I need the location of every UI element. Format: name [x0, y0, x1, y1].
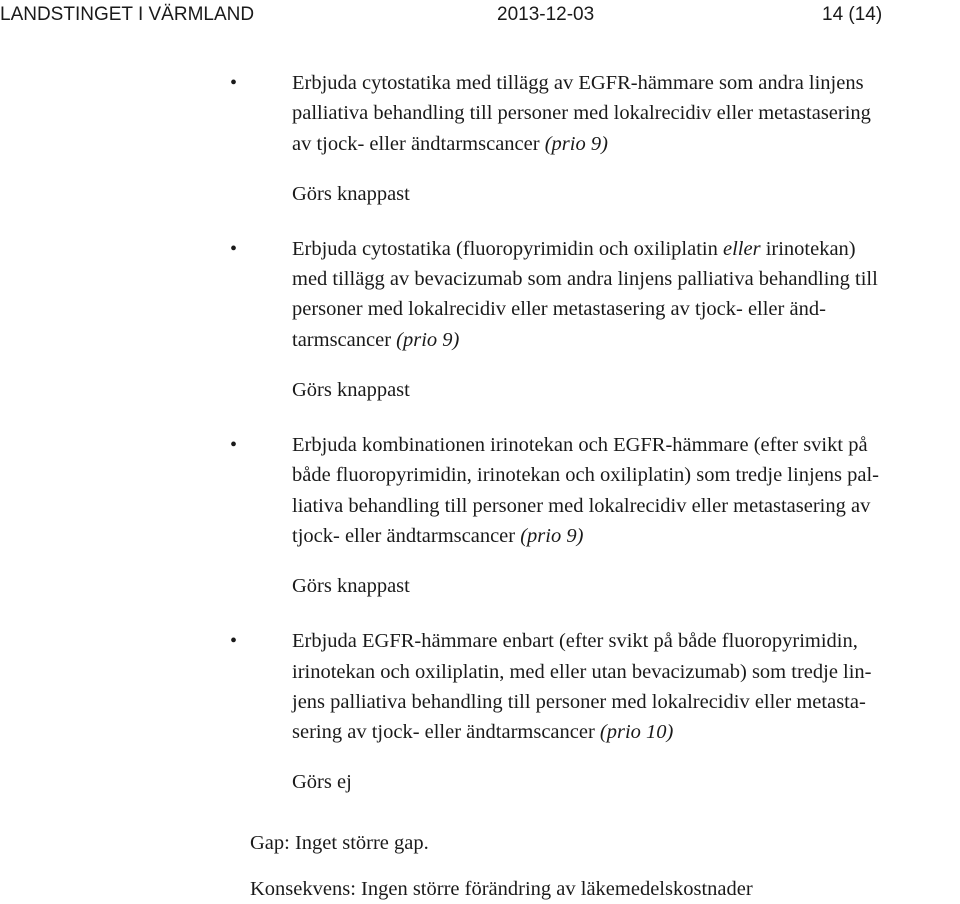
recommendation-text	[292, 68, 960, 159]
text-line: palliativa behandling till personer med lokalrecidiv eller metastasering	[292, 102, 871, 125]
gap-statement: Gap: Inget större gap.	[250, 832, 429, 854]
status-text: Görs ej	[292, 771, 352, 794]
bullet-icon: •	[230, 434, 238, 457]
recommendation-text	[292, 626, 960, 747]
text-fragment: sering av tjock- eller ändtarmscancer	[292, 721, 595, 744]
bullet-icon: •	[230, 630, 238, 653]
page-header	[0, 2, 960, 28]
priority-label: (prio 9)	[544, 132, 608, 155]
status-text: Görs knappast	[292, 575, 410, 598]
text-line	[292, 521, 960, 551]
text-line: Erbjuda cytostatika med tillägg av EGFR-hämmare som andra linjens	[292, 72, 864, 94]
text-line	[292, 325, 960, 355]
text-line	[292, 717, 960, 747]
konsekvens-statement: Konsekvens: Ingen större förändring av läkemedelskostnader	[250, 878, 753, 900]
status-text: Görs knappast	[292, 182, 410, 205]
text-fragment: tjock- eller ändtarmscancer	[292, 524, 516, 547]
recommendation-text	[292, 234, 960, 355]
document-date: 2013-12-03	[497, 4, 595, 25]
recommendation-text	[292, 430, 960, 551]
text-line: irinotekan och oxiliplatin, med eller utan bevacizumab) som tredje lin-	[292, 660, 872, 683]
text-line: Erbjuda EGFR-hämmare enbart (efter svikt på både fluoropyrimidin,	[292, 630, 858, 653]
text-line	[292, 234, 960, 264]
bullet-icon: •	[230, 237, 238, 260]
organization-name: LANDSTINGET I VÄRMLAND	[0, 4, 255, 25]
text-line: med tillägg av bevacizumab som andra linjens palliativa behandling till	[292, 268, 878, 291]
text-fragment: irinotekan)	[765, 237, 856, 260]
list-item	[0, 68, 960, 209]
text-line	[292, 129, 960, 159]
text-fragment: tarmscancer	[292, 328, 392, 351]
priority-label: (prio 9)	[520, 524, 584, 547]
text-fragment: Erbjuda cytostatika (fluoropyrimidin och oxiliplatin	[292, 237, 718, 260]
text-line: Erbjuda kombinationen irinotekan och EGFR-hämmare (efter svikt på	[292, 434, 868, 457]
text-line: personer med lokalrecidiv eller metastasering av tjock- eller änd-	[292, 298, 826, 321]
list-item	[0, 430, 960, 601]
page-number: 14 (14)	[822, 4, 883, 25]
status-text: Görs knappast	[292, 379, 410, 402]
text-fragment: av tjock- eller ändtarmscancer	[292, 132, 540, 155]
text-line: liativa behandling till personer med lokalrecidiv eller metastasering av	[292, 494, 871, 517]
priority-label: (prio 9)	[396, 328, 460, 351]
emphasis-text: eller	[722, 237, 761, 260]
text-line: jens palliativa behandling till personer med lokalrecidiv eller metasta-	[292, 690, 866, 713]
list-item	[0, 234, 960, 405]
bullet-icon: •	[230, 72, 238, 94]
priority-label: (prio 10)	[599, 721, 674, 744]
list-item	[0, 626, 960, 797]
text-line: både fluoropyrimidin, irinotekan och oxiliplatin) som tredje linjens pal-	[292, 464, 879, 487]
recommendation-list	[0, 68, 960, 797]
